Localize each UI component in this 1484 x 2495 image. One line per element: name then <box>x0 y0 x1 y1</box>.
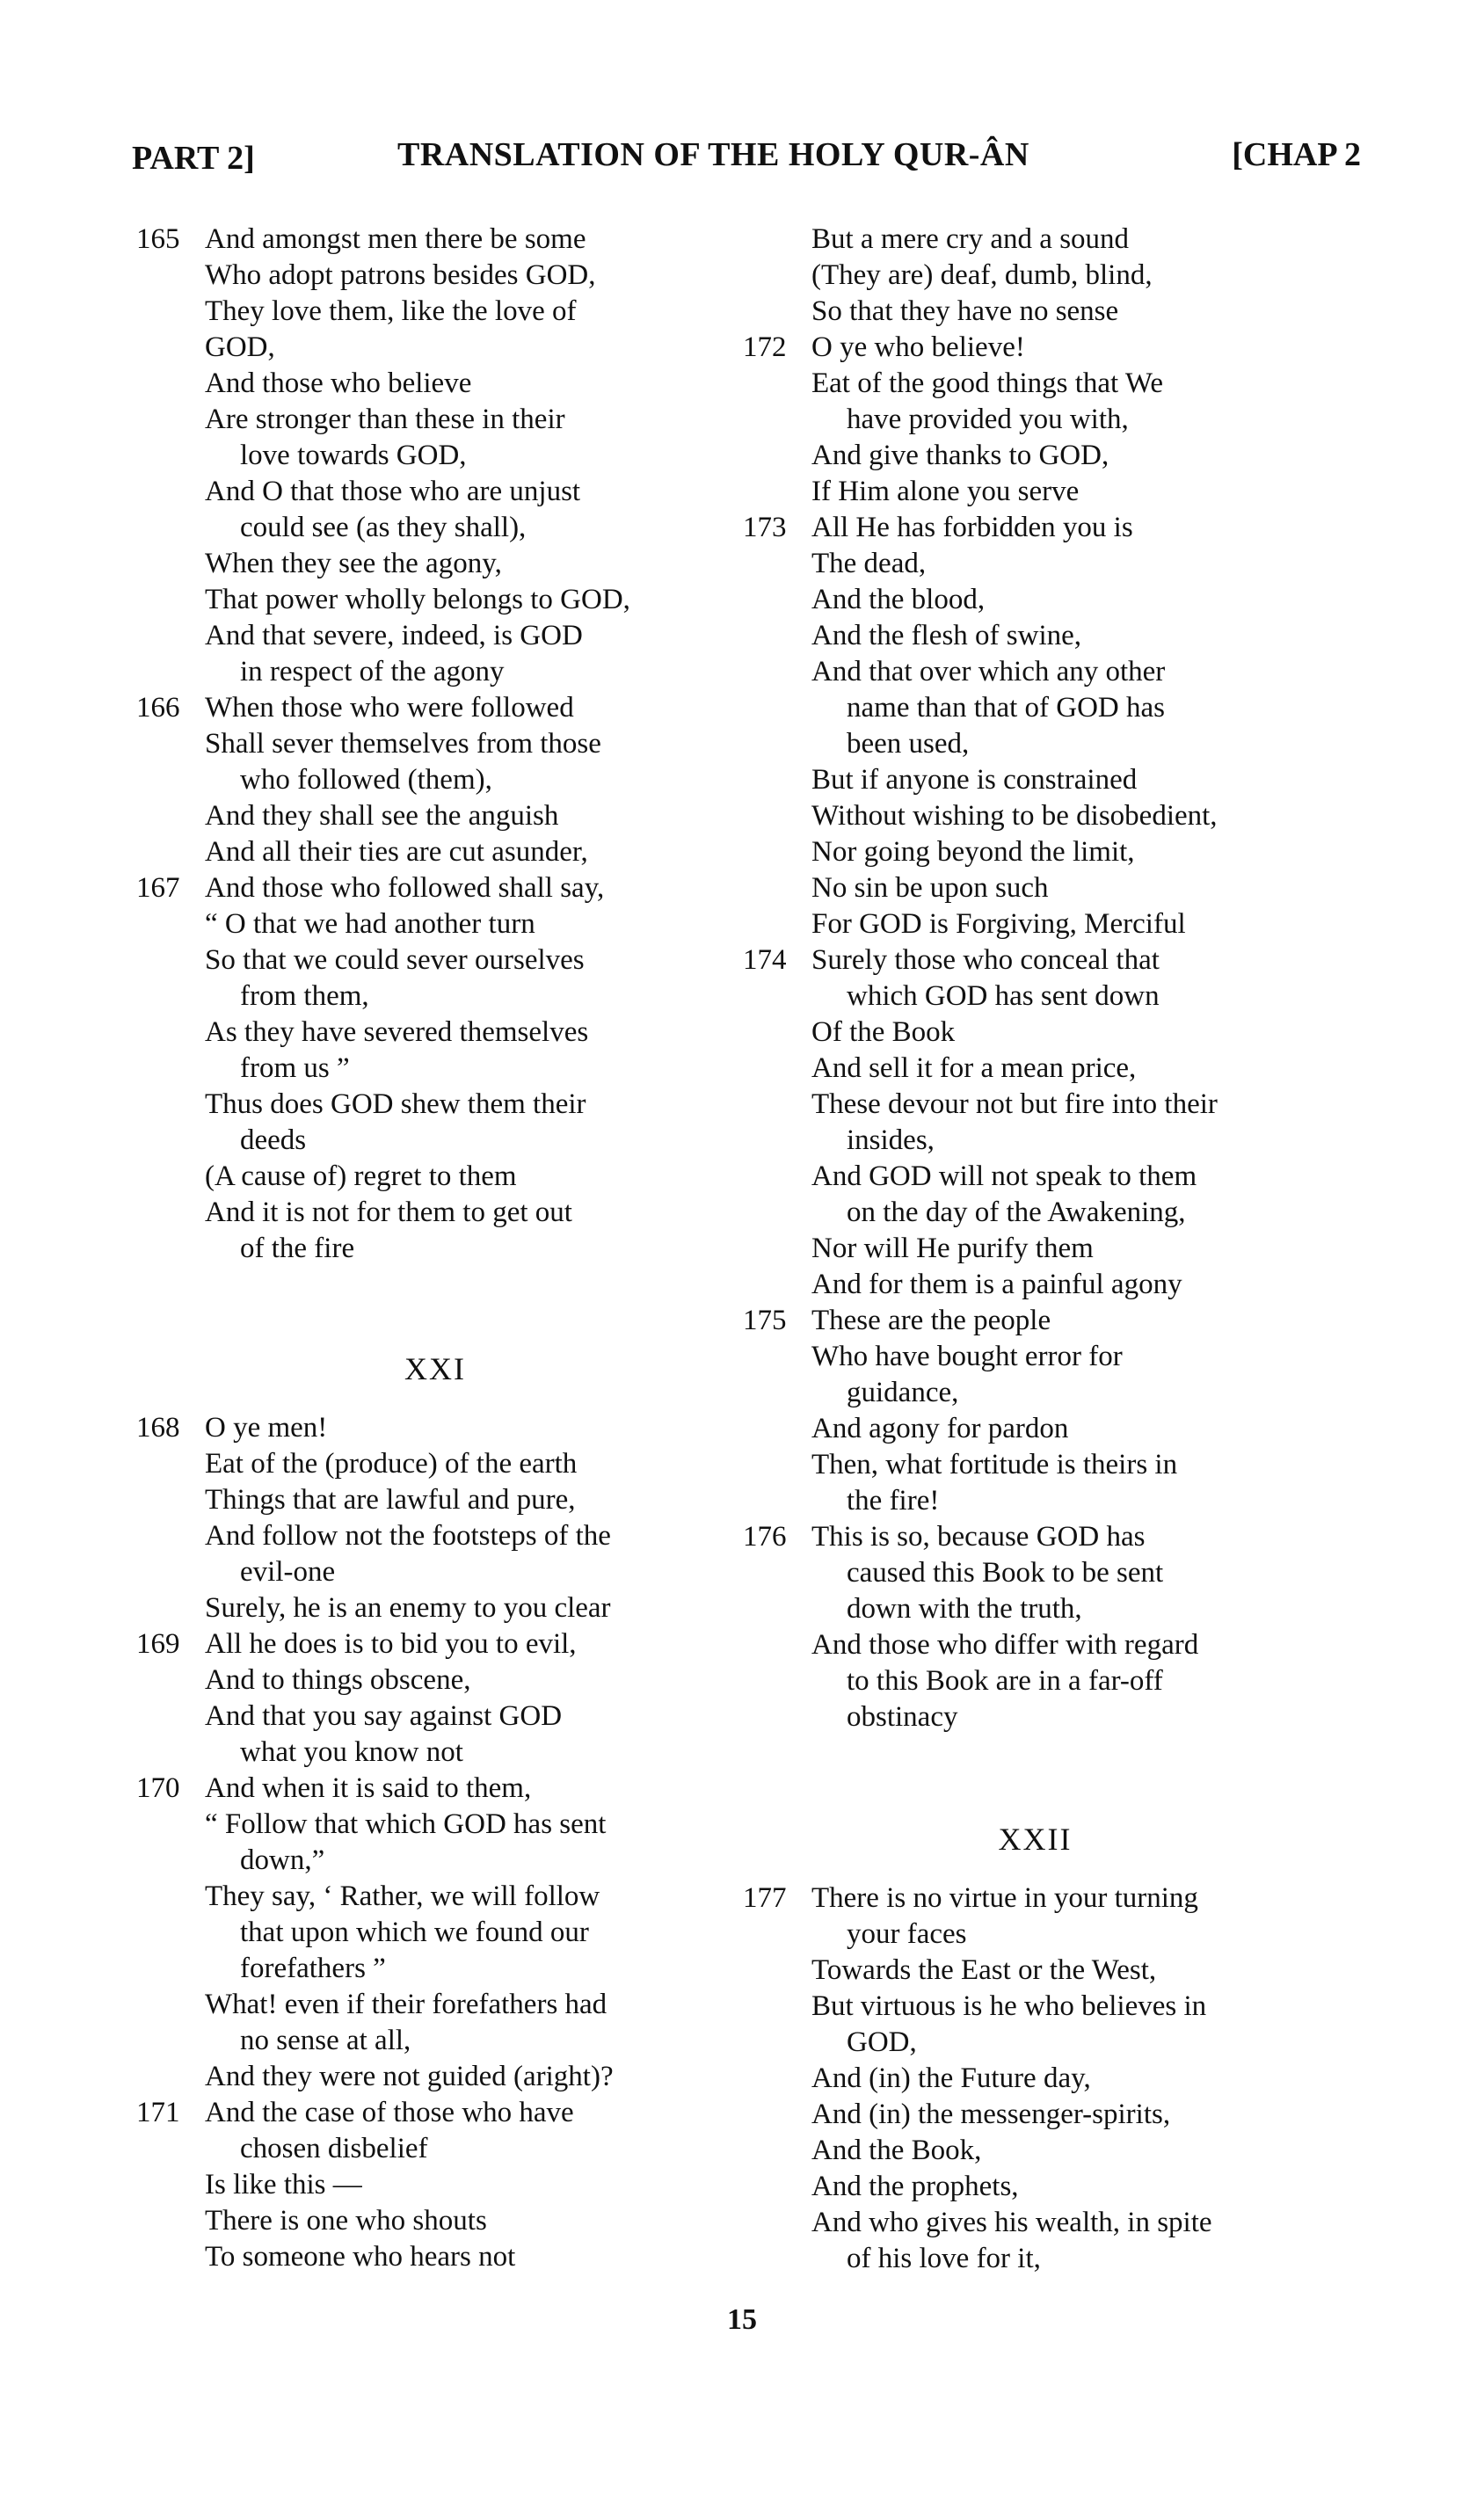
verse-line: This is so, because GOD has <box>811 1521 1146 1553</box>
verse-line: That power wholly belongs to GOD, <box>205 584 630 615</box>
verse-line: And the flesh of swine, <box>811 620 1082 651</box>
verse-line: could see (as they shall), <box>240 512 527 543</box>
verse <box>743 510 1328 942</box>
verse-line: So that we could sever ourselves <box>205 944 585 976</box>
verse-line: And (in) the messenger-spirits, <box>811 2099 1171 2130</box>
verse-line: What! even if their forefathers had <box>205 1989 607 2020</box>
running-title: TRANSLATION OF THE HOLY QUR-ÂN <box>397 136 1029 173</box>
verse-number: 171 <box>136 2097 180 2128</box>
verse <box>743 1880 1328 2277</box>
verse-line: (A cause of) regret to them <box>205 1160 517 1192</box>
verse <box>743 330 1328 510</box>
verse-line: who followed (them), <box>240 764 492 796</box>
section-heading: XXI <box>404 1351 466 1386</box>
verse-line: And agony for pardon <box>811 1413 1069 1444</box>
verse-line: the fire! <box>847 1485 940 1517</box>
verse-line: (They are) deaf, dumb, blind, <box>811 259 1153 291</box>
verse-line: on the day of the Awakening, <box>847 1197 1186 1228</box>
verse-line: from us ” <box>240 1052 350 1084</box>
verse-line: And the prophets, <box>811 2171 1019 2202</box>
verse-number: 169 <box>136 1628 180 1660</box>
verse-number: 177 <box>743 1882 787 1914</box>
verse-line: But a mere cry and a sound <box>811 223 1130 255</box>
verse-line: There is no virtue in your turning <box>811 1882 1198 1914</box>
verse-line: When those who were followed <box>205 692 574 724</box>
verse-line: GOD, <box>847 2026 917 2058</box>
verse-line: Thus does GOD shew them their <box>205 1088 586 1120</box>
verse-line: no sense at all, <box>240 2025 411 2056</box>
verse-line: And sell it for a mean price, <box>811 1052 1137 1084</box>
verse-line: Of the Book <box>811 1016 956 1048</box>
left-column <box>136 222 734 2275</box>
verse-line: These devour not but fire into their <box>811 1088 1218 1120</box>
verse-line: in respect of the agony <box>240 656 505 687</box>
verse-line: And for them is a painful agony <box>811 1269 1182 1300</box>
verse-line: obstinacy <box>847 1701 958 1733</box>
verse-line: O ye men! <box>205 1412 328 1444</box>
verse-line: Who adopt patrons besides GOD, <box>205 259 596 291</box>
part-label: PART 2] <box>132 140 255 177</box>
verse-number: 167 <box>136 872 180 904</box>
verse <box>743 1519 1328 1735</box>
verse-line: deeds <box>240 1124 307 1156</box>
verse-line: forefathers ” <box>240 1953 386 1984</box>
verse-line: which GOD has sent down <box>847 980 1160 1012</box>
verse-line: And all their ties are cut asunder, <box>205 836 588 868</box>
verse-line: insides, <box>847 1124 935 1156</box>
verse <box>136 1410 734 1626</box>
verse-line: to this Book are in a far-off <box>847 1665 1163 1697</box>
verse-number: 168 <box>136 1412 180 1444</box>
verse-line: Towards the East or the West, <box>811 1954 1157 1986</box>
page-number: 15 <box>727 2303 757 2336</box>
verse <box>743 222 1328 330</box>
verse <box>136 1771 734 2095</box>
verse-line: As they have severed themselves <box>205 1016 589 1048</box>
verse-line: And O that those who are unjust <box>205 476 581 507</box>
verse-line: But if anyone is constrained <box>811 764 1138 796</box>
verse-line: And when it is said to them, <box>205 1772 532 1804</box>
verse-number: 170 <box>136 1772 180 1804</box>
verse-line: And give thanks to GOD, <box>811 440 1109 471</box>
verse-line: And amongst men there be some <box>205 223 586 255</box>
verse-line: Are stronger than these in their <box>205 404 565 435</box>
verse-line: Eat of the good things that We <box>811 367 1163 399</box>
verse <box>136 2095 734 2275</box>
verse-number: 166 <box>136 692 180 724</box>
verse-line: Things that are lawful and pure, <box>205 1484 576 1516</box>
chapter-label: [CHAP 2 <box>1232 136 1361 173</box>
verse <box>743 1303 1328 1519</box>
verse-line: Eat of the (produce) of the earth <box>205 1448 578 1480</box>
verse-line: O ye who believe! <box>811 331 1025 363</box>
verse-line: that upon which we found our <box>240 1917 589 1948</box>
verse-number: 173 <box>743 512 787 543</box>
verse-line: Without wishing to be disobedient, <box>811 800 1218 832</box>
verse-line: And it is not for them to get out <box>205 1197 572 1228</box>
verse <box>136 1626 734 1771</box>
verse-line: down,” <box>240 1844 325 1876</box>
verse-line: So that they have no sense <box>811 295 1119 327</box>
verse-line: And follow not the footsteps of the <box>205 1520 611 1552</box>
verse-number: 175 <box>743 1305 787 1336</box>
section-heading: XXII <box>998 1822 1073 1857</box>
verse-line: And those who followed shall say, <box>205 872 605 904</box>
verse-line: And those who differ with regard <box>811 1629 1199 1661</box>
verse-line: Shall sever themselves from those <box>205 728 601 760</box>
verse-line: They love them, like the love of <box>205 295 577 327</box>
verse-line: Surely, he is an enemy to you clear <box>205 1592 611 1624</box>
verse-line: All he does is to bid you to evil, <box>205 1628 577 1660</box>
verse-line: love towards GOD, <box>240 440 467 471</box>
page-header <box>132 130 1361 183</box>
verse-line: They say, ‘ Rather, we will follow <box>205 1880 600 1912</box>
right-column <box>743 222 1328 2277</box>
verse-line: chosen disbelief <box>240 2133 428 2164</box>
verse-line: evil-one <box>240 1556 336 1588</box>
verse-line: The dead, <box>811 548 927 579</box>
verse-number: 176 <box>743 1521 787 1553</box>
verse-line: And they shall see the anguish <box>205 800 559 832</box>
verse-line: Nor will He purify them <box>811 1233 1094 1264</box>
verse-line: And the blood, <box>811 584 986 615</box>
verse <box>743 942 1328 1303</box>
verse <box>136 690 734 870</box>
verse-line: have provided you with, <box>847 404 1129 435</box>
verse-number: 165 <box>136 223 180 255</box>
verse-line: Who have bought error for <box>811 1341 1123 1372</box>
verse-line: To someone who hears not <box>205 2241 516 2273</box>
verse-line: And that you say against GOD <box>205 1700 563 1732</box>
verse-line: what you know not <box>240 1736 463 1768</box>
verse-line: For GOD is Forgiving, Merciful <box>811 908 1186 940</box>
verse-line: And (in) the Future day, <box>811 2062 1091 2094</box>
verse-line: your faces <box>847 1918 967 1950</box>
verse-line: And the case of those who have <box>205 2097 574 2128</box>
verse-line: “ Follow that which GOD has sent <box>205 1808 607 1840</box>
verse-line: If Him alone you serve <box>811 476 1080 507</box>
verse-number: 172 <box>743 331 787 363</box>
verse <box>136 870 734 1267</box>
verse <box>136 222 734 690</box>
verse-line: And those who believe <box>205 367 472 399</box>
verse-line: guidance, <box>847 1377 959 1408</box>
verse-line: down with the truth, <box>847 1593 1082 1625</box>
verse-line: And the Book, <box>811 2135 982 2166</box>
verse-line: Is like this — <box>205 2169 362 2200</box>
verse-number: 174 <box>743 944 787 976</box>
verse-line: And that severe, indeed, is GOD <box>205 620 583 651</box>
verse-line: from them, <box>240 980 369 1012</box>
verse-line: of the fire <box>240 1233 355 1264</box>
verse-line: been used, <box>847 728 970 760</box>
verse-line: No sin be upon such <box>811 872 1049 904</box>
verse-line: Then, what fortitude is theirs in <box>811 1449 1178 1480</box>
verse-line: “ O that we had another turn <box>205 908 535 940</box>
verse-line: And they were not guided (aright)? <box>205 2061 614 2092</box>
verse-line: There is one who shouts <box>205 2205 487 2237</box>
verse-line: caused this Book to be sent <box>847 1557 1164 1589</box>
verse-line: All He has forbidden you is <box>811 512 1133 543</box>
verse-line: name than that of GOD has <box>847 692 1165 724</box>
verse-line: And that over which any other <box>811 656 1166 687</box>
verse-line: These are the people <box>811 1305 1051 1336</box>
verse-line: When they see the agony, <box>205 548 502 579</box>
verse-line: Nor going beyond the limit, <box>811 836 1135 868</box>
verse-line: And who gives his wealth, in spite <box>811 2207 1212 2238</box>
verse-line: But virtuous is he who believes in <box>811 1990 1207 2022</box>
verse-line: And to things obscene, <box>205 1664 471 1696</box>
verse-line: Surely those who conceal that <box>811 944 1160 976</box>
verse-line: of his love for it, <box>847 2243 1041 2274</box>
verse-line: GOD, <box>205 331 275 363</box>
verse-line: And GOD will not speak to them <box>811 1160 1197 1192</box>
